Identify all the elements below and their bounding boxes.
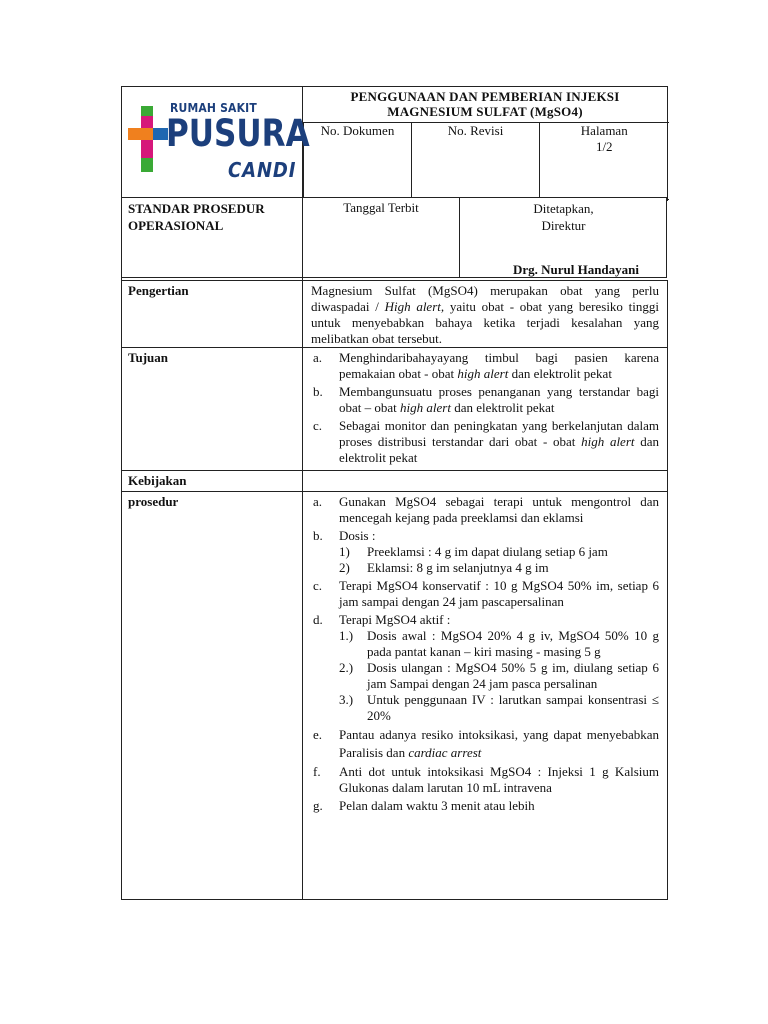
tujuan-item: a. Menghindaribahayayang timbul bagi pasien karena pemakaian obat - obat high alert dan elektrolit pekat <box>313 350 659 381</box>
direktur-name: Drg. Nurul Handayani <box>512 262 639 277</box>
no-revisi-label: No. Revisi <box>412 123 540 200</box>
header-cell <box>303 87 668 201</box>
logo-line3: CANDI <box>228 158 297 182</box>
dosis-sublist <box>339 544 659 576</box>
tujuan-list <box>311 350 659 466</box>
doc-meta-table <box>303 122 669 200</box>
pengertian-label: Pengertian <box>122 281 303 348</box>
kebijakan-label: Kebijakan <box>122 471 303 492</box>
prosedur-item-b: b. Dosis : 1) Preeklamsi : 4 g im dapat diulang setiap 6 jam 2) Eklamsi: 8 g im selanjutnya 4 g im <box>311 528 659 576</box>
prosedur-label: prosedur <box>122 492 303 900</box>
terapi-aktif-item: 2.) Dosis ulangan : MgSO4 50% 5 g im, diulang setiap 6 jam Sampai dengan 24 jam pasca persalinan <box>339 660 659 691</box>
prosedur-item-d: d. Terapi MgSO4 aktif : 1.) Dosis awal : MgSO4 20% 4 g iv, MgSO4 50% 10 g pada pantat kanan – kiri masing - masing 5 g 2.) Dosis ulangan : MgSO4 50% 5 g im, diulang setiap 6 jam Sampai dengan 24 jam pasca persalinan 3.) Untuk penggunaan IV : larutkan sampai konsentrasi ≤ 20% <box>313 612 659 723</box>
halaman-value: 1/2 <box>595 139 613 154</box>
terapi-aktif-item: 3.) Untuk penggunaan IV : larutkan sampai konsentrasi ≤ 20% <box>339 692 659 723</box>
cross-logo-icon <box>128 106 168 172</box>
hospital-logo <box>128 101 310 189</box>
prosedur-item-a: a. Gunakan MgSO4 sebagai terapi untuk mengontrol dan mencegah kejang pada preeklamsi dan eklamsi <box>313 494 659 525</box>
tujuan-content <box>303 348 668 471</box>
logo-line2: PUSURA <box>166 112 310 155</box>
sop-label: STANDAR PROSEDUR OPERASIONAL <box>128 201 265 233</box>
document-title: PENGGUNAAN DAN PEMBERIAN INJEKSI MAGNESIUM SULFAT (MgSO4) <box>350 89 620 119</box>
tujuan-item: c. Sebagai monitor dan peningkatan yang berkelanjutan dalam proses distribusi terstandar dari obat - obat high alert dan elektrolit pekat <box>313 418 659 465</box>
logo-line1: RUMAH SAKIT <box>170 101 257 115</box>
no-dokumen-label: No. Dokumen <box>304 123 412 200</box>
terapi-aktif-item: 1.) Dosis awal : MgSO4 20% 4 g iv, MgSO4 50% 10 g pada pantat kanan – kiri masing - masing 5 g <box>339 628 659 659</box>
dosis-item: 1) Preeklamsi : 4 g im dapat diulang setiap 6 jam <box>339 544 608 559</box>
tujuan-label: Tujuan <box>122 348 303 471</box>
prosedur-list <box>311 494 659 814</box>
prosedur-item-c: c. Terapi MgSO4 konservatif : 10 g MgSO4 50% im, setiap 6 jam sampai dengan 24 jam pascapersalinan <box>313 578 659 609</box>
sop-row <box>121 197 667 278</box>
dosis-item: 2) Eklamsi: 8 g im selanjutnya 4 g im <box>339 560 549 575</box>
pengertian-text: Magnesium Sulfat (MgSO4) merupakan obat yang perlu diwaspadai / High alert, yaitu obat - obat yang beresiko tinggi untuk menyebabkan bahaya ketika terjadi kesalahan yang melibatkan obat tersebut. <box>303 281 668 348</box>
prosedur-content <box>303 492 668 900</box>
halaman-label: Halaman 1/2 <box>540 123 669 200</box>
tanggal-terbit-label: Tanggal Terbit <box>343 200 419 215</box>
prosedur-item-e: e. Pantau adanya resiko intoksikasi, yang dapat menyebabkan Paralisis dan cardiac arrest <box>313 727 659 760</box>
ditetapkan-block: Ditetapkan, Direktur <box>533 201 594 233</box>
terapi-aktif-sublist <box>339 628 659 724</box>
prosedur-item-f: f. Anti dot untuk intoksikasi MgSO4 : Injeksi 1 g Kalsium Glukonas dalam larutan 10 mL intravena <box>313 764 659 795</box>
prosedur-item-g: g. Pelan dalam waktu 3 menit atau lebih <box>313 798 535 813</box>
tujuan-item: b. Membangunsuatu proses penanganan yang terstandar bagi obat – obat high alert dan elektrolit pekat <box>313 384 659 415</box>
kebijakan-content <box>303 471 668 492</box>
